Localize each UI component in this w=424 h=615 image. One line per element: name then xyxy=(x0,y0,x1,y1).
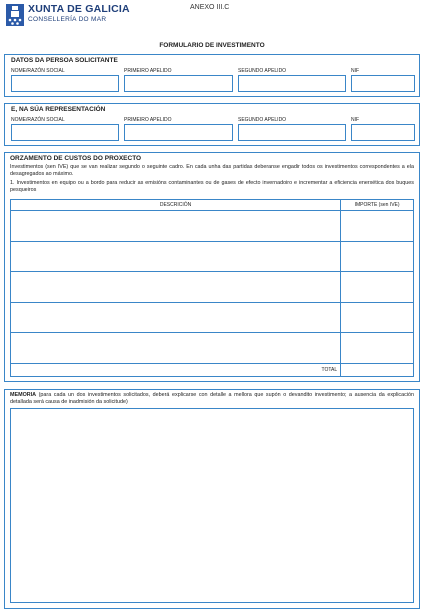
total-amount-cell[interactable] xyxy=(341,363,414,376)
amount-cell[interactable] xyxy=(341,272,414,303)
description-cell[interactable] xyxy=(11,272,341,303)
applicant-nif-field[interactable] xyxy=(351,75,415,92)
representative-first-surname-field[interactable] xyxy=(124,124,233,141)
description-cell[interactable] xyxy=(11,211,341,242)
total-row xyxy=(11,363,414,376)
memory-label: MEMORIA xyxy=(10,392,37,398)
memory-instructions-text: (para cada un dos investimentos solicitados, deberá explicarse con detalle a mellora que supón o devandito investimento; a ausencia da explicación detallada será causa de inadmisión da solicitude) xyxy=(10,392,414,405)
representative-second-surname-field[interactable] xyxy=(238,124,346,141)
table-row xyxy=(11,211,414,242)
table-row xyxy=(11,302,414,333)
representative-name-field[interactable] xyxy=(11,124,119,141)
applicant-first-surname-label: PRIMEIRO APELIDO xyxy=(124,68,172,74)
representative-nif-label: NIF xyxy=(351,117,360,123)
applicant-name-field[interactable] xyxy=(11,75,119,92)
description-column-header: DESCRICIÓN xyxy=(11,200,341,211)
org-subtitle: CONSELLERÍA DO MAR xyxy=(28,16,107,23)
budget-intro-text: Investimentos (sen IVE) que se van realizar segundo o seguinte cadro. En cada unha das partidas deberanse engadir todos os investimentos correspondentes a ela desagregados ao máximo. xyxy=(10,164,414,177)
representation-section xyxy=(4,103,420,146)
applicant-nif-label: NIF xyxy=(351,68,360,74)
representation-section-title: E, NA SÚA REPRESENTACIÓN xyxy=(11,106,106,113)
representative-second-surname-label: SEGUNDO APELIDO xyxy=(238,117,287,123)
amount-cell[interactable] xyxy=(341,211,414,242)
memory-instructions xyxy=(10,392,414,405)
applicant-second-surname-field[interactable] xyxy=(238,75,346,92)
applicant-section xyxy=(4,54,420,97)
applicant-name-label: NOME/RAZÓN SOCIAL xyxy=(11,68,65,74)
budget-section-title: ORZAMENTO DE CUSTOS DO PROXECTO xyxy=(10,155,142,162)
annex-label: ANEXO III.C xyxy=(190,4,230,11)
cost-table xyxy=(10,199,414,377)
description-cell[interactable] xyxy=(11,333,341,364)
table-row xyxy=(11,241,414,272)
galicia-coat-of-arms-icon xyxy=(6,4,24,26)
applicant-section-title: DATOS DA PERSOA SOLICITANTE xyxy=(11,57,118,64)
budget-item-1-text: 1. Investimentos en equipo ou a bordo para reducir as emisións contaminantes ou de gases de efecto invernadoiro e incrementar a eficiencia enerxética dos buques pesqueiros xyxy=(10,180,414,193)
description-cell[interactable] xyxy=(11,302,341,333)
memory-text-area[interactable] xyxy=(10,408,414,603)
applicant-first-surname-field[interactable] xyxy=(124,75,233,92)
total-label: TOTAL xyxy=(11,363,341,376)
cost-table-header xyxy=(11,200,414,211)
amount-cell[interactable] xyxy=(341,333,414,364)
table-row xyxy=(11,333,414,364)
amount-column-header: IMPORTE (sen IVE) xyxy=(341,200,414,211)
description-cell[interactable] xyxy=(11,241,341,272)
form-title: FORMULARIO DE INVESTIMENTO xyxy=(159,42,265,49)
applicant-second-surname-label: SEGUNDO APELIDO xyxy=(238,68,287,74)
representative-nif-field[interactable] xyxy=(351,124,415,141)
amount-cell[interactable] xyxy=(341,241,414,272)
representative-first-surname-label: PRIMEIRO APELIDO xyxy=(124,117,172,123)
amount-cell[interactable] xyxy=(341,302,414,333)
representative-name-label: NOME/RAZÓN SOCIAL xyxy=(11,117,65,123)
org-name: XUNTA DE GALICIA xyxy=(28,3,130,15)
table-row xyxy=(11,272,414,303)
